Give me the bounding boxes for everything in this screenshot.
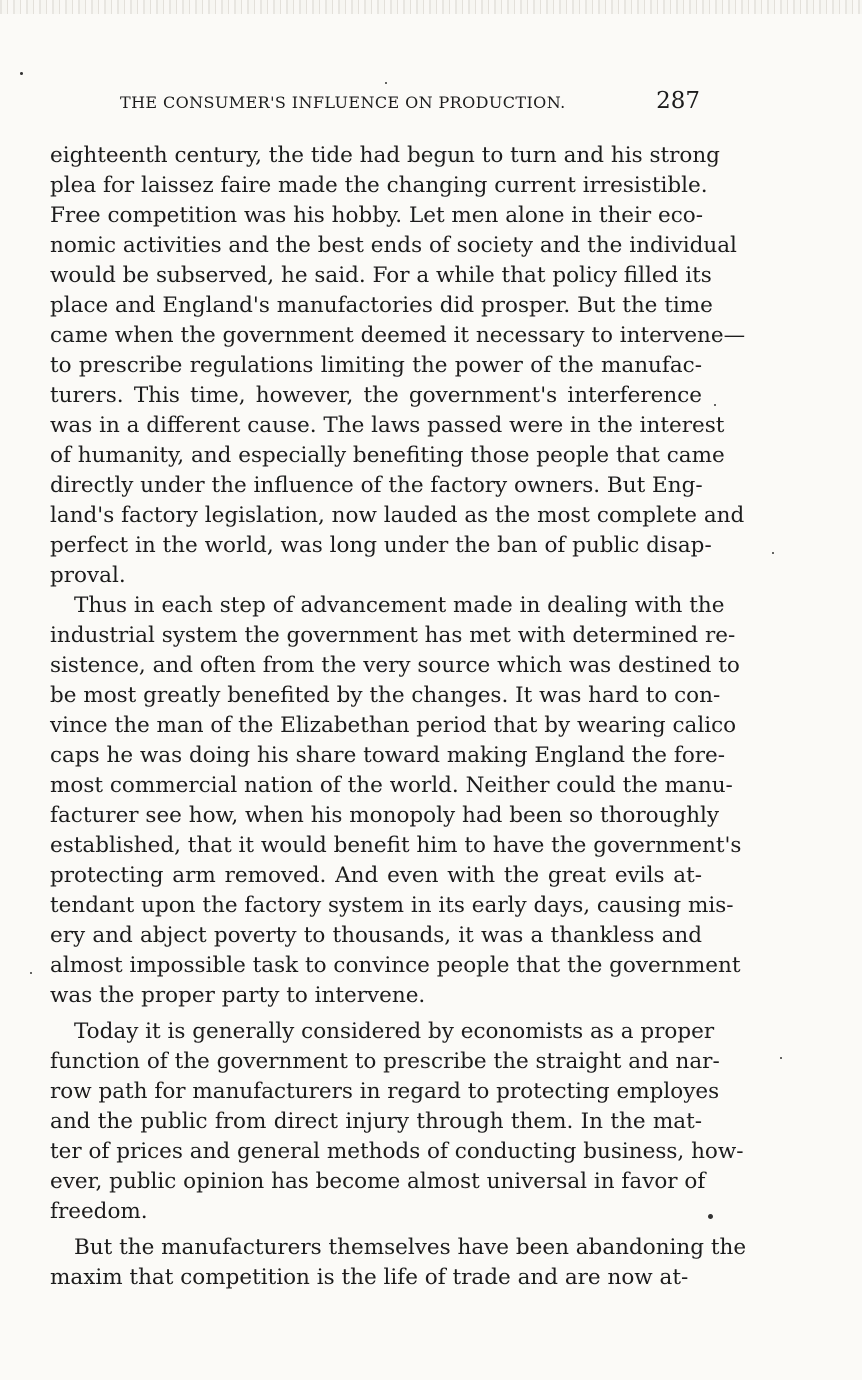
- text-line: industrial system the government has met with determined re-: [50, 623, 736, 648]
- text-line: established, that it would benefit him to have the government's: [50, 833, 742, 858]
- text-line: came when the government deemed it necessary to intervene—: [50, 323, 746, 348]
- text-line: and the public from direct injury through them. In the mat-: [50, 1109, 702, 1134]
- text-line: turers. This time, however, the government's interference: [50, 383, 702, 408]
- text-line: was the proper party to intervene.: [50, 983, 426, 1008]
- scan-speck: [780, 1057, 782, 1059]
- text-line: directly under the influence of the factory owners. But Eng-: [50, 473, 703, 498]
- text-line: almost impossible task to convince people that the government: [50, 953, 741, 978]
- text-line: eighteenth century, the tide had begun to turn and his strong: [50, 143, 720, 168]
- text-line: Thus in each step of advancement made in dealing with the: [74, 593, 725, 618]
- text-line: of humanity, and especially benefiting those people that came: [50, 443, 725, 468]
- text-line: ery and abject poverty to thousands, it was a thankless and: [50, 923, 702, 948]
- text-line: vince the man of the Elizabethan period that by wearing calico: [50, 713, 737, 738]
- text-line: Free competition was his hobby. Let men alone in their eco-: [50, 203, 703, 228]
- scan-edge-noise: [0, 0, 862, 14]
- text-line: maxim that competition is the life of trade and are now at-: [50, 1265, 689, 1290]
- text-line: tendant upon the factory system in its early days, causing mis-: [50, 893, 734, 918]
- text-line: sistence, and often from the very source which was destined to: [50, 653, 740, 678]
- text-line: was in a different cause. The laws passed were in the interest: [50, 413, 725, 438]
- text-line: But the manufacturers themselves have been abandoning the: [74, 1235, 747, 1260]
- text-line: Today it is generally considered by economists as a proper: [74, 1019, 715, 1044]
- text-line: perfect in the world, was long under the ban of public disap-: [50, 533, 712, 558]
- text-line: caps he was doing his share toward making England the fore-: [50, 743, 726, 768]
- text-line: freedom.: [50, 1199, 148, 1224]
- text-line: land's factory legislation, now lauded as the most complete and: [50, 503, 745, 528]
- paragraph: [50, 591, 742, 1011]
- paragraph: [50, 1017, 744, 1227]
- text-line: plea for laissez faire made the changing current irresistible.: [50, 173, 708, 198]
- paragraph: [50, 1233, 747, 1293]
- text-line: to prescribe regulations limiting the power of the manufac-: [50, 353, 702, 378]
- text-line: row path for manufacturers in regard to protecting employes: [50, 1079, 720, 1104]
- page-header: [120, 88, 700, 118]
- running-head: THE CONSUMER'S INFLUENCE ON PRODUCTION.: [120, 93, 566, 112]
- text-line: ter of prices and general methods of conducting business, how-: [50, 1139, 744, 1164]
- scan-speck: [385, 82, 387, 84]
- text-line: would be subserved, he said. For a while that policy filled its: [50, 263, 712, 288]
- text-line: place and England's manufactories did prosper. But the time: [50, 293, 713, 318]
- body-text: [50, 141, 747, 1293]
- paragraph: [50, 141, 746, 591]
- text-line: facturer see how, when his monopoly had been so thoroughly: [50, 803, 720, 828]
- text-line: protecting arm removed. And even with the great evils at-: [50, 863, 702, 888]
- scan-speck: [30, 972, 32, 974]
- scan-speck: [708, 1214, 713, 1219]
- text-line: most commercial nation of the world. Neither could the manu-: [50, 773, 733, 798]
- scan-speck: [714, 404, 716, 406]
- scan-speck: [772, 552, 774, 554]
- page-number: 287: [656, 88, 700, 114]
- text-line: function of the government to prescribe the straight and nar-: [50, 1049, 720, 1074]
- text-line: ever, public opinion has become almost universal in favor of: [50, 1169, 706, 1194]
- scan-speck: [20, 72, 23, 75]
- text-line: nomic activities and the best ends of society and the individual: [50, 233, 737, 258]
- text-line: be most greatly benefited by the changes. It was hard to con-: [50, 683, 721, 708]
- text-line: proval.: [50, 563, 126, 588]
